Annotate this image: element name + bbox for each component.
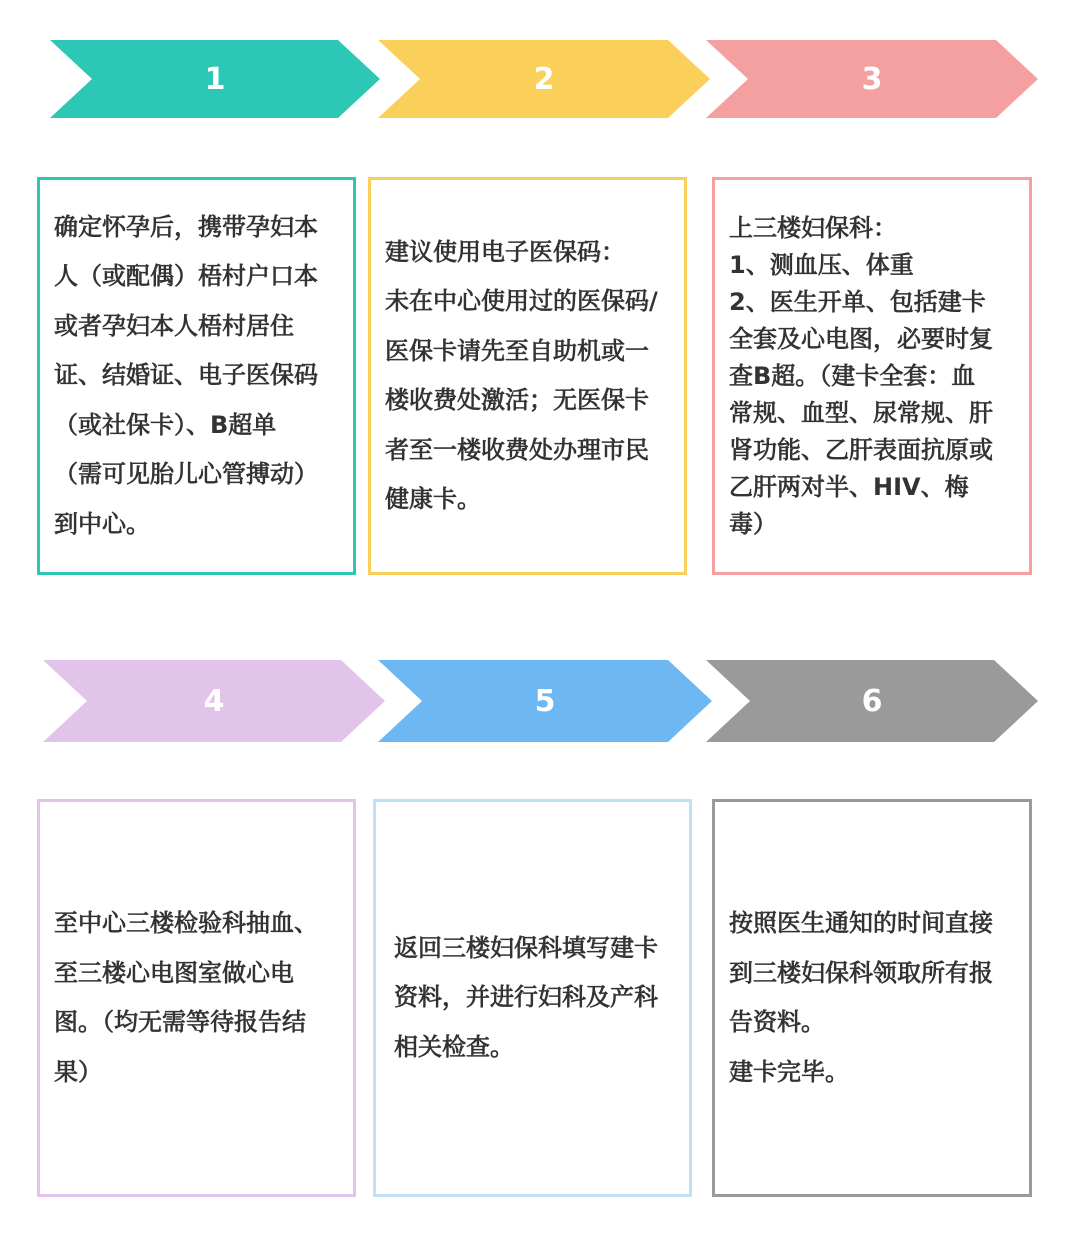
step-1-arrow — [50, 40, 380, 118]
step-6-number: 6 — [861, 683, 883, 719]
step-1-card — [37, 177, 356, 575]
step-1-text: 确定怀孕后，携带孕妇本 人（或配偶）梧村户口本 或者孕妇本人梧村居住 证、结婚证、电子医保码 （或社保卡）、B超单 （需可见胎儿心管搏动） 到中心。 — [54, 212, 318, 538]
step-3-text: 上三楼妇保科： 1、测血压、体重 2、医生开单、包括建卡 全套及心电图，必要时复 查B超。（建卡全套：血 常规、血型、尿常规、肝 肾功能、乙肝表面抗原或 乙肝两对半、HIV、梅 毒） — [729, 213, 993, 538]
step-4-arrow — [43, 660, 385, 742]
step-6-card — [712, 799, 1032, 1197]
step-2-arrow — [378, 40, 710, 118]
step-5-card — [373, 799, 692, 1197]
step-5-number: 5 — [534, 683, 556, 719]
step-3-number: 3 — [861, 61, 883, 97]
step-4-text: 至中心三楼检验科抽血、 至三楼心电图室做心电 图。（均无需等待报告结 果） — [54, 909, 318, 1086]
step-6-text: 按照医生通知的时间直接 到三楼妇保科领取所有报 告资料。 建卡完毕。 — [729, 909, 993, 1086]
step-2-text: 建议使用电子医保码： 未在中心使用过的医保码/ 医保卡请先至自助机或一 楼收费处激活；无医保卡 者至一楼收费处办理市民 健康卡。 — [385, 237, 658, 513]
step-5-text: 返回三楼妇保科填写建卡 资料，并进行妇科及产科 相关检查。 — [394, 933, 658, 1061]
step-3-card — [712, 177, 1032, 575]
step-5-arrow — [378, 660, 712, 742]
step-2-number: 2 — [533, 61, 555, 97]
step-3-arrow — [706, 40, 1038, 118]
step-4-number: 4 — [203, 683, 225, 719]
step-4-card — [37, 799, 356, 1197]
step-1-number: 1 — [204, 61, 226, 97]
step-6-arrow — [706, 660, 1038, 742]
step-2-card — [368, 177, 687, 575]
